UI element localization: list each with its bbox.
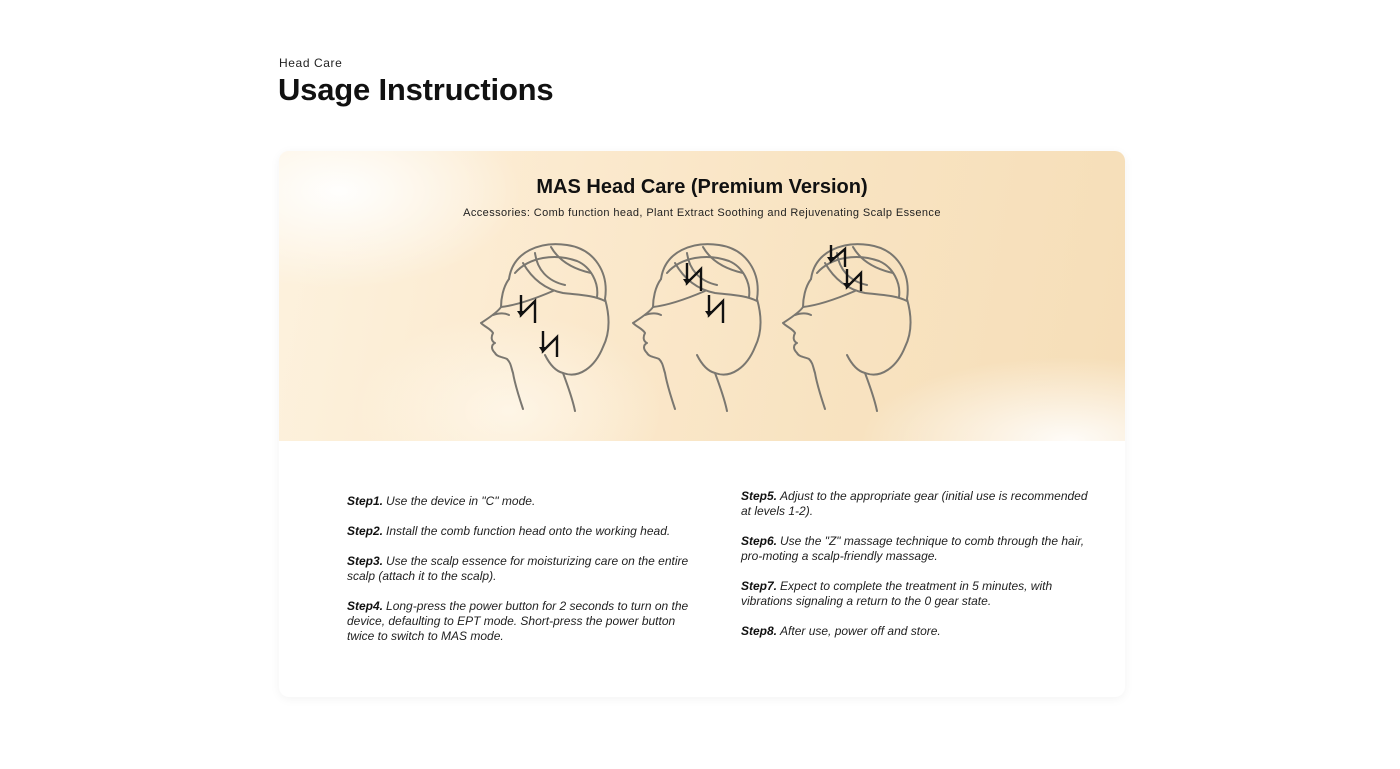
instructions-card (279, 151, 1125, 697)
step-label: Step5. (741, 489, 778, 503)
step-label: Step3. (347, 554, 384, 568)
product-title: MAS Head Care (Premium Version) (536, 176, 868, 198)
step-item (741, 579, 1091, 609)
accessories-text: Accessories: Comb function head, Plant Extract Soothing and Rejuvenating Scalp Essence (463, 207, 941, 219)
step-text: Expect to complete the treatment in 5 minutes, with vibrations signaling a return to the 0 gear state. (741, 579, 1053, 608)
step-text: Long-press the power button for 2 seconds to turn on the device, defaulting to EPT mode. Short-press the power button twice to switch to MAS mode. (347, 599, 689, 643)
step-label: Step6. (741, 534, 778, 548)
head-illustration-2 (631, 239, 771, 414)
head-illustration-3 (781, 239, 921, 414)
step-text: Use the scalp essence for moisturizing care on the entire scalp (attach it to the scalp). (347, 554, 689, 583)
step-text: After use, power off and store. (780, 624, 941, 638)
step-item (741, 624, 1091, 639)
step-text: Use the "Z" massage technique to comb through the hair, pro-moting a scalp-friendly massage. (741, 534, 1085, 563)
step-item (347, 554, 697, 584)
step-text: Use the device in "C" mode. (386, 494, 536, 508)
step-text: Install the comb function head onto the working head. (386, 524, 671, 538)
step-item (347, 599, 697, 644)
product-banner (279, 151, 1125, 441)
step-item (741, 489, 1091, 519)
step-label: Step4. (347, 599, 384, 613)
head-illustrations (479, 239, 929, 419)
section-eyebrow: Head Care (279, 56, 343, 70)
page-title: Usage Instructions (278, 72, 554, 107)
steps-section (279, 441, 1125, 697)
page-header (278, 56, 553, 108)
steps-column-left (347, 494, 697, 659)
step-text: Adjust to the appropriate gear (initial use is recommended at levels 1-2). (741, 489, 1088, 518)
step-item (741, 534, 1091, 564)
steps-column-right (741, 489, 1091, 654)
step-label: Step2. (347, 524, 384, 538)
step-label: Step1. (347, 494, 384, 508)
step-label: Step7. (741, 579, 778, 593)
step-label: Step8. (741, 624, 778, 638)
step-item (347, 494, 697, 509)
step-item (347, 524, 697, 539)
head-illustration-1 (479, 239, 619, 414)
